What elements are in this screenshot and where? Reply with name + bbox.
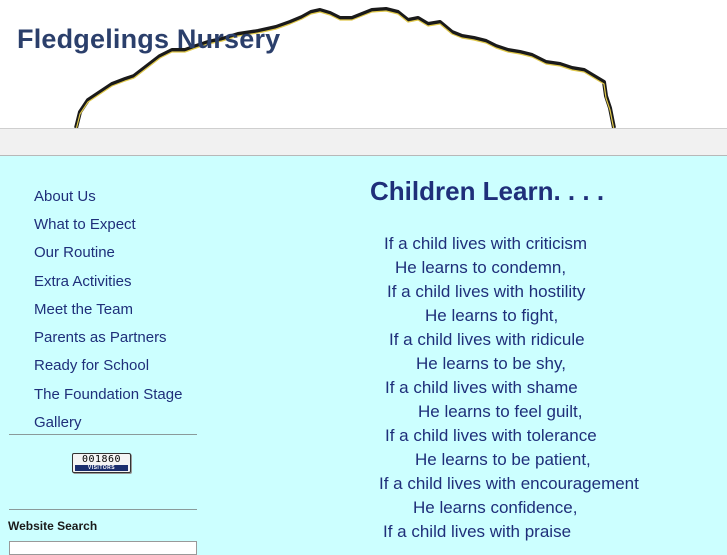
poem-line: If a child lives with shame [385, 378, 578, 397]
nav-item-what-to-expect[interactable]: What to Expect [34, 216, 136, 233]
poem-line: He learns to fight, [425, 306, 559, 325]
poem-line: He learns to condemn, [395, 258, 567, 277]
nav-item-about-us[interactable]: About Us [34, 188, 96, 205]
poem-line: If a child lives with ridicule [389, 330, 585, 349]
search-heading: Website Search [8, 519, 98, 533]
sidebar [0, 155, 205, 545]
page-title: Children Learn. . . . [370, 176, 605, 206]
visitor-counter[interactable] [72, 453, 131, 473]
main-content [205, 155, 727, 545]
search-input[interactable] [9, 541, 197, 555]
poem-line: If a child lives with criticism [384, 234, 588, 253]
nav-divider [9, 434, 197, 435]
nav-item-extra-activities[interactable]: Extra Activities [34, 273, 132, 290]
poem-line: If a child lives with encouragement [379, 474, 639, 493]
visitor-count-label: VISITORS [75, 465, 128, 471]
nav-item-meet-the-team[interactable]: Meet the Team [34, 301, 133, 318]
search-divider [9, 509, 197, 510]
nav-item-gallery[interactable]: Gallery [34, 414, 82, 431]
poem-line: He learns to be shy, [416, 354, 566, 373]
poem-line: If a child lives with praise [383, 522, 572, 541]
visitor-count: 001860 [81, 454, 122, 465]
site-title[interactable]: Fledgelings Nursery [17, 24, 281, 54]
nav-item-parents-as-partners[interactable]: Parents as Partners [34, 329, 167, 346]
nav-item-foundation-stage[interactable]: The Foundation Stage [34, 386, 183, 403]
nav-item-our-routine[interactable]: Our Routine [34, 244, 115, 261]
poem-line: He learns to be patient, [415, 450, 591, 469]
poem-line: He learns confidence, [413, 498, 578, 517]
poem-line: He learns to feel guilt, [418, 402, 583, 421]
hills-graphic [0, 0, 727, 128]
poem-line: If a child lives with tolerance [385, 426, 597, 445]
poem-line: If a child lives with hostility [387, 282, 586, 301]
site-header [0, 0, 727, 128]
nav-item-ready-for-school[interactable]: Ready for School [34, 357, 150, 374]
header-bar [0, 128, 727, 156]
